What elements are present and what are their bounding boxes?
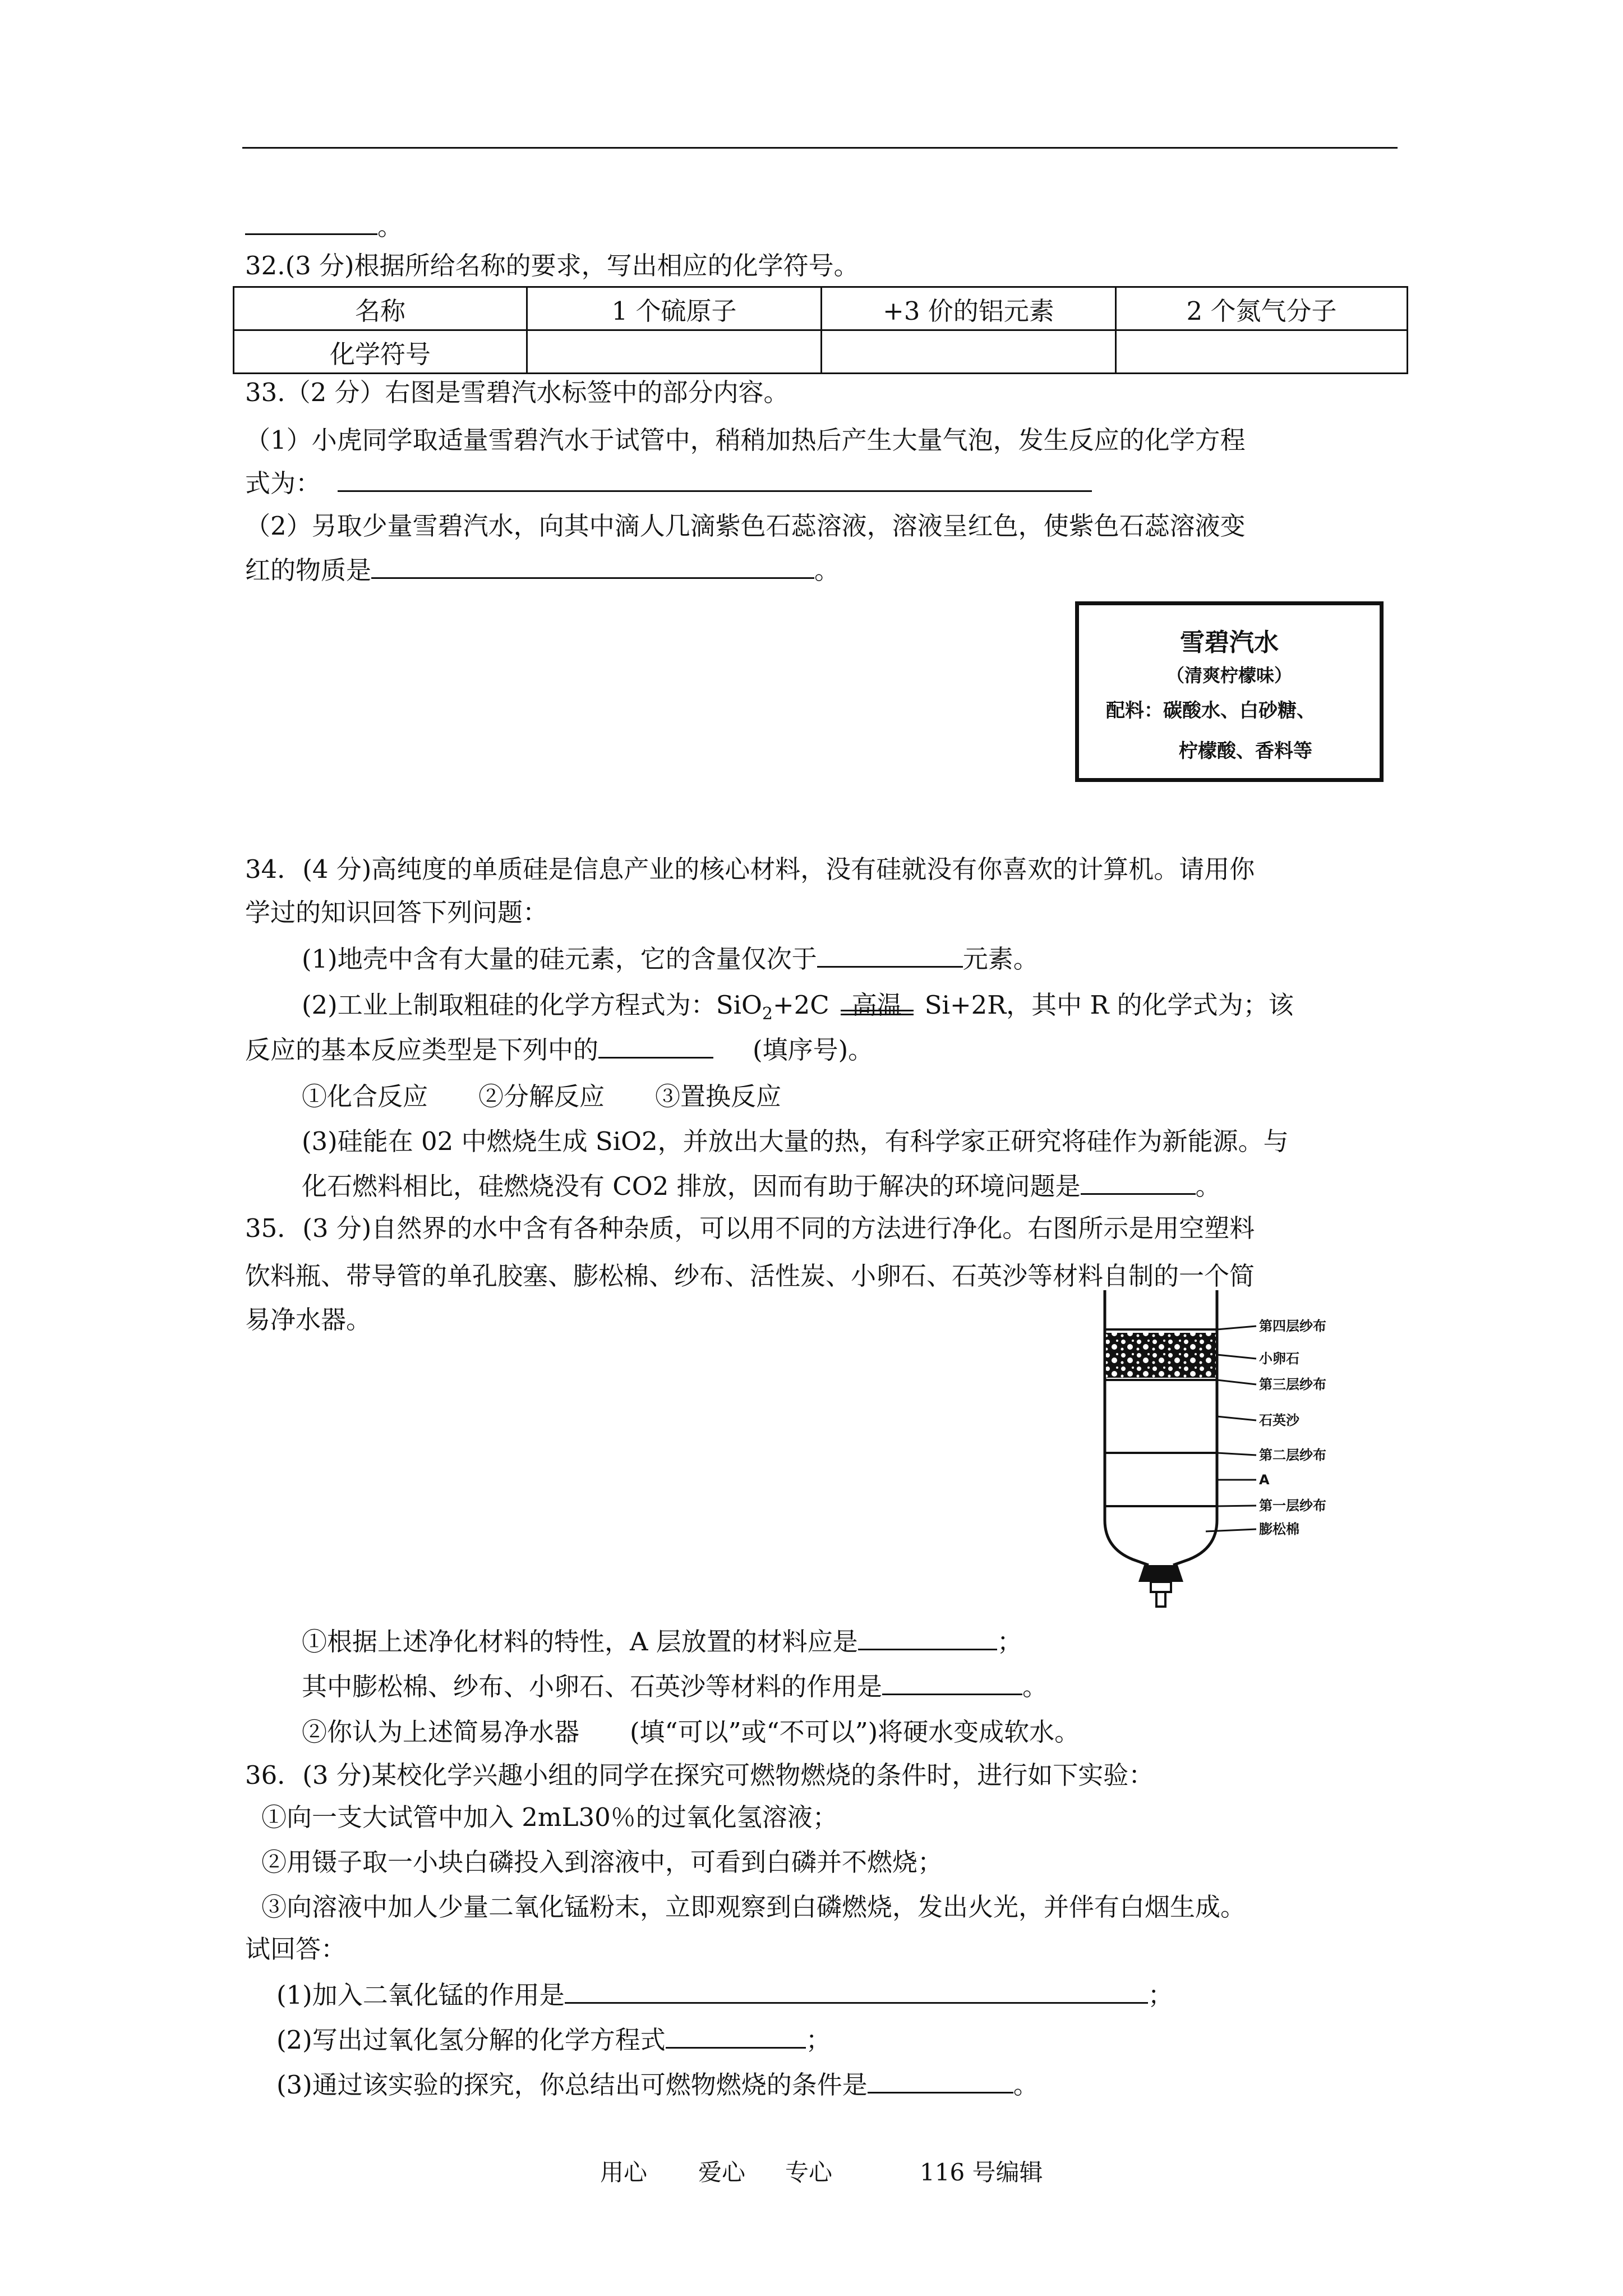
chemical-symbol-table: [233, 286, 1408, 374]
fig-label: 膨松棉: [1259, 1521, 1299, 1537]
footer-text: 116 号编辑: [920, 2159, 1043, 2186]
q35-l1: 35．(3 分)自然界的水中含有各种杂质，可以用不同的方法进行净化。右图所示是用空塑料: [245, 1213, 1255, 1243]
answer-blank[interactable]: [338, 466, 1092, 492]
footer-text: 专心: [785, 2159, 833, 2186]
q34-l5: 反应的基本反应类型是下列中的 (填序号)。: [245, 1032, 873, 1067]
answer-blank[interactable]: [371, 553, 814, 579]
q33-p1a: （1）小虎同学取适量雪碧汽水于试管中，稍稍加热后产生大量气泡，发生反应的化学方程: [245, 425, 1246, 455]
q36-a2: (2)写出过氧化氢分解的化学方程式 ；: [276, 2022, 831, 2057]
answer-cell[interactable]: [1116, 330, 1408, 374]
q35-l3: 易净水器。: [245, 1305, 372, 1335]
q36-step3: ③向溶液中加人少量二氧化锰粉末，立即观察到白磷燃烧，发出火光，并伴有白烟生成。: [261, 1892, 1246, 1922]
answer-blank[interactable]: [666, 2022, 806, 2049]
sprite-label-figure: [1075, 601, 1384, 782]
fig-label: 第三层纱布: [1259, 1377, 1326, 1392]
answer-blank[interactable]: [858, 1624, 997, 1650]
answer-blank[interactable]: [245, 209, 377, 235]
table-row: [234, 330, 1408, 374]
table-row: [234, 287, 1408, 330]
q35-a3: ②你认为上述简易净水器 (填“可以”或“不可以”)将硬水变成软水。: [302, 1717, 1080, 1747]
q35-a2: 其中膨松棉、纱布、小卵石、石英沙等材料的作用是 。: [302, 1669, 1048, 1704]
q31-tail: 。: [245, 209, 403, 243]
header-rule: [242, 147, 1398, 149]
answer-cell[interactable]: [527, 330, 822, 374]
water-purifier-figure: [1088, 1285, 1402, 1610]
table-cell: +3 价的铝元素: [822, 287, 1116, 330]
q36-a1: (1)加入二氧化锰的作用是 ；: [276, 1977, 1173, 2012]
fig-label: 石英沙: [1259, 1412, 1299, 1428]
q32-title: 32.(3 分)根据所给名称的要求，写出相应的化学符号。: [245, 251, 859, 280]
q34-l7: (3)硅能在 02 中燃烧生成 SiO2，并放出大量的热，有科学家正研究将硅作为新能源。与: [302, 1126, 1289, 1156]
fig-label: A: [1259, 1472, 1270, 1488]
q33-title: 33.（2 分）右图是雪碧汽水标签中的部分内容。: [245, 378, 789, 407]
q33-p1b: 式为：: [245, 466, 1092, 500]
q35-l2: 饮料瓶、带导管的单孔胶塞、膨松棉、纱布、活性炭、小卵石、石英沙等材料自制的一个简: [245, 1261, 1255, 1291]
q36-step1: ①向一支大试管中加入 2mL30％的过氧化氢溶液；: [261, 1802, 838, 1832]
label-ingredients: 配料：碳酸水、白砂糖、: [1106, 700, 1316, 722]
q33-p2b: 红的物质是 。: [245, 553, 840, 587]
label-product-name: 雪碧汽水: [1180, 628, 1279, 657]
q36-step2: ②用镊子取一小块白磷投入到溶液中，可看到白磷并不燃烧；: [261, 1847, 943, 1877]
table-cell: 1 个硫原子: [527, 287, 822, 330]
answer-blank[interactable]: [565, 1977, 1148, 2004]
answer-blank[interactable]: [598, 1032, 713, 1059]
q34-l8: 化石燃料相比，硅燃烧没有 CO2 排放，因而有助于解决的环境问题是 。: [302, 1168, 1221, 1203]
q36-l1: 36．(3 分)某校化学兴趣小组的同学在探究可燃物燃烧的条件时，进行如下实验：: [245, 1760, 1154, 1790]
answer-blank[interactable]: [1081, 1168, 1196, 1195]
q34-l1: 34．(4 分)高纯度的单质硅是信息产业的核心材料，没有硅就没有你喜欢的计算机。请用你: [245, 854, 1255, 884]
q33-p2a: （2）另取少量雪碧汽水，向其中滴人几滴紫色石蕊溶液，溶液呈红色，使紫色石蕊溶液变: [245, 511, 1246, 541]
fig-label: 第二层纱布: [1259, 1447, 1326, 1463]
q34-l2: 学过的知识回答下列问题：: [245, 898, 548, 927]
q34-options: ①化合反应 ②分解反应 ③置换反应: [302, 1082, 782, 1111]
label-flavor: （清爽柠檬味）: [1166, 665, 1292, 686]
fig-label: 小卵石: [1259, 1351, 1299, 1366]
answer-cell[interactable]: [822, 330, 1116, 374]
answer-blank[interactable]: [868, 2067, 1013, 2093]
answer-blank[interactable]: [817, 941, 963, 968]
footer-text: 用心: [600, 2159, 648, 2186]
table-cell: 化学符号: [234, 330, 527, 374]
table-cell: 名称: [234, 287, 527, 330]
q34-l4: (2)工业上制取粗硅的化学方程式为：SiO$_2$+2C 高温 Si+2R，其中 R 的化学式为；该: [302, 990, 1294, 1024]
label-ingredients-cont: 柠檬酸、香料等: [1179, 740, 1312, 762]
footer-text: 爱心: [698, 2159, 746, 2186]
q36-a3: (3)通过该实验的探究，你总结出可燃物燃烧的条件是 。: [276, 2067, 1039, 2102]
table-cell: 2 个氮气分子: [1116, 287, 1408, 330]
reaction-condition: 高温: [841, 992, 914, 1019]
answer-blank[interactable]: [882, 1669, 1022, 1695]
q34-l3: (1)地壳中含有大量的硅元素，它的含量仅次于 元素。: [302, 941, 1039, 976]
fig-label: 第四层纱布: [1259, 1318, 1326, 1334]
q35-a1: ①根据上述净化材料的特性，A 层放置的材料应是 ；: [302, 1624, 1022, 1659]
fig-label: 第一层纱布: [1259, 1498, 1326, 1513]
q36-ask: 试回答：: [245, 1934, 347, 1964]
